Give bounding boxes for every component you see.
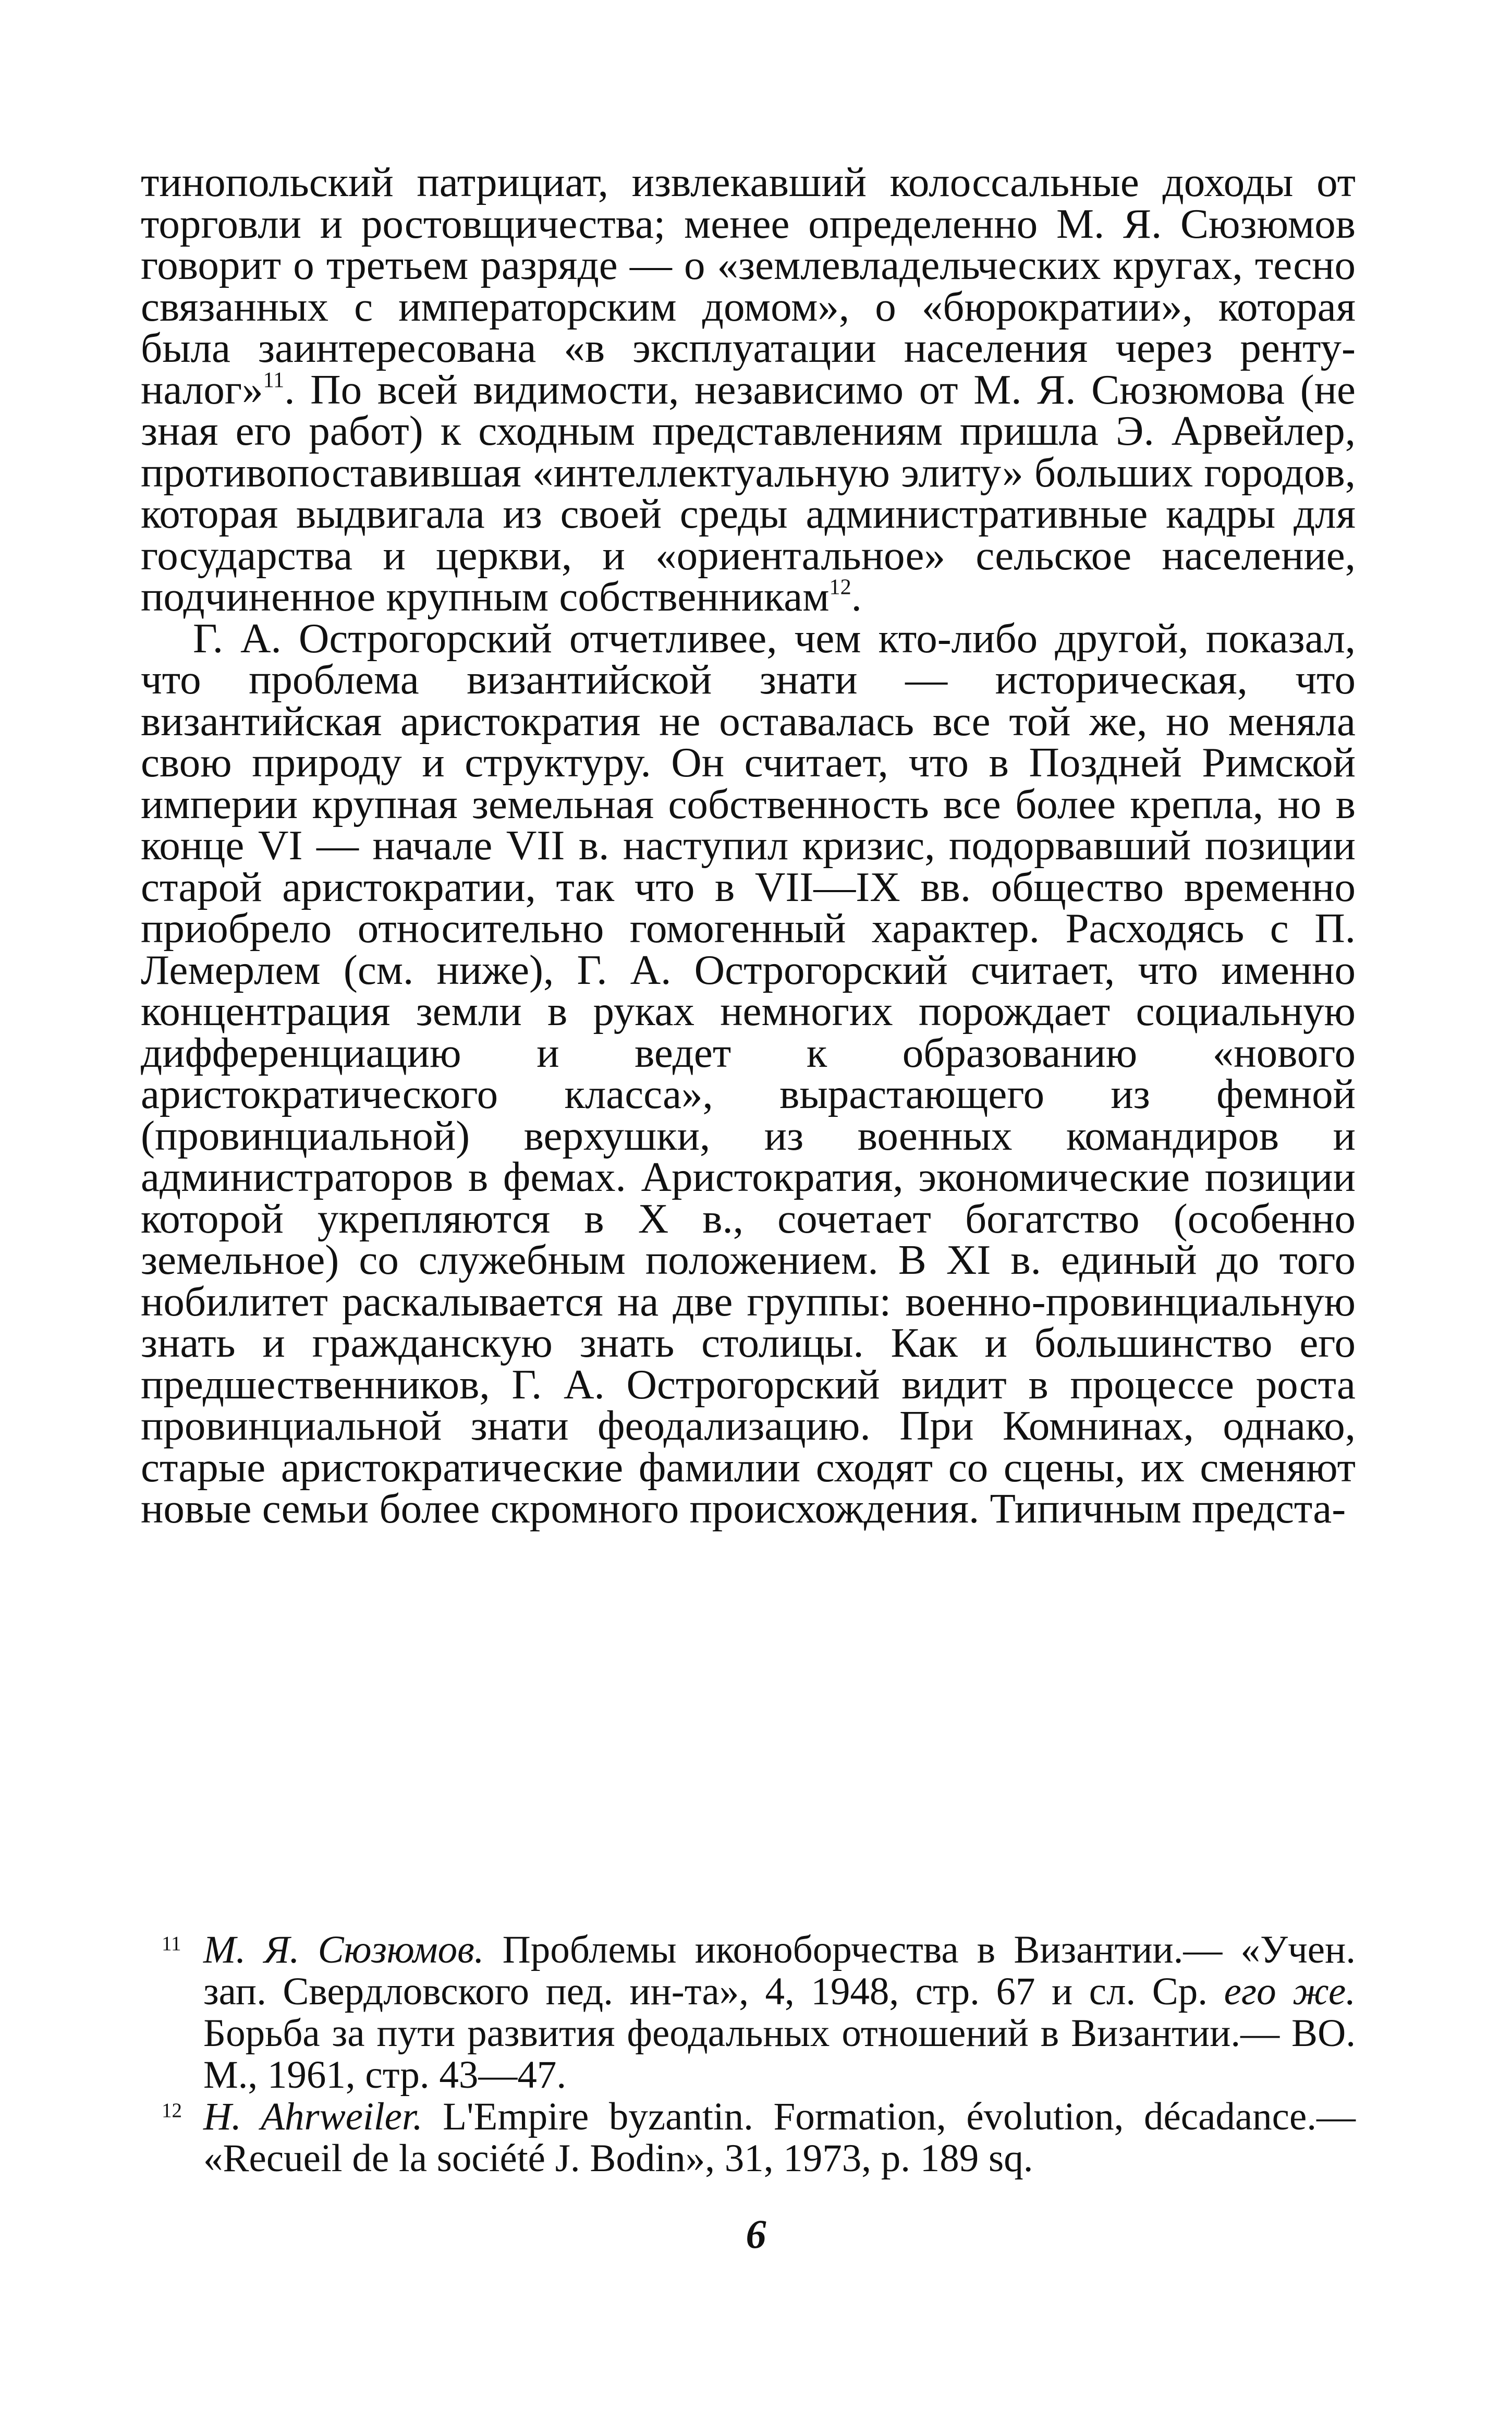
footnote-text-2: Борьба за пути развития феодальных отношений в Византии.— ВО. М., 1961, стр. 43—47. <box>203 2012 1356 2097</box>
paragraph-1-text-b: . По всей видимости, независимо от М. Я. Сюзюмова (не зная его работ) к сходным представлениям пришла Э. Арвейлер, противопоставившая «интеллектуальную элиту» больших городов, которая выдвигала из своей среды административные кадры для государства и церкви, и «ориентальное» сельское население, подчиненное крупным собственникам <box>141 366 1356 620</box>
main-text <box>141 159 1356 1532</box>
footnote-12 <box>162 2096 1356 2179</box>
paragraph-1-text-c: . <box>851 573 862 620</box>
footnote-ibid: его же. <box>1224 1970 1356 2013</box>
footnote-text: L'Empire byzantin. Formation, évolution, décadance.— «Recueil de la société J. Bodin», 31, 1973, p. 189 sq. <box>203 2095 1356 2180</box>
footnote-ref-11[interactable]: 11 <box>263 367 285 392</box>
footnote-text: Проблемы иконоборчества в Византии.— «Учен. зап. Свердловского пед. ин-та», 4, 1948, стр. 67 и сл. Ср. <box>203 1928 1356 2013</box>
paragraph-1-text-a: тинопольский патрициат, извлекавший колоссальные доходы от торговли и ростовщичества; менее определенно М. Я. Сюзюмов говорит о третьем разряде — о «землевладельческих кругах, тесно связанных с императорским домом», о «бюрократии», которая была заинтересована «в эксплуатации населения через ренту-налог» <box>141 159 1356 413</box>
footnote-number: 11 <box>162 1932 181 1955</box>
footnote-ref-12[interactable]: 12 <box>829 575 851 600</box>
paragraph-1 <box>141 159 1356 620</box>
page-number: 6 <box>746 2211 766 2257</box>
footnotes <box>162 1929 1356 2179</box>
footnote-author: М. Я. Сюзюмов. <box>203 1928 484 1971</box>
footnote-number: 12 <box>162 2099 182 2122</box>
footnote-author: H. Ahrweiler. <box>203 2095 423 2138</box>
footnote-11 <box>162 1929 1356 2096</box>
paragraph-2: Г. А. Острогорский отчетливее, чем кто-либо другой, показал, что проблема византийской знати — историческая, что византийская аристократия не оставалась все той же, но меняла свою природу и структуру. Он считает, что в Поздней Римской империи крупная земельная собственность все более крепла, но в конце VI — начале VII в. наступил кризис, подорвавший позиции старой аристократии, так что в VII—IX вв. общество временно приобрело относительно гомогенный характер. Расходясь с П. Лемерлем (см. ниже), Г. А. Острогорский считает, что именно концентрация земли в руках немногих порождает социальную дифференциацию и ведет к образованию «нового аристократического класса», вырастающего из фемной (провинциальной) верхушки, из военных командиров и администраторов в фемах. Аристократия, экономические позиции которой укрепляются в X в., сочетает богатство (особенно земельное) со служебным положением. В XI в. единый до того нобилитет раскалывается на две группы: военно-провинциальную знать и гражданскую знать столицы. Как и большинство его предшественников, Г. А. Острогорский видит в процессе роста провинциальной знати феодализацию. При Комнинах, однако, старые аристократические фамилии сходят со сцены, их сменяют новые семьи более скромного происхождения. Типичным предста- <box>141 614 1356 1532</box>
